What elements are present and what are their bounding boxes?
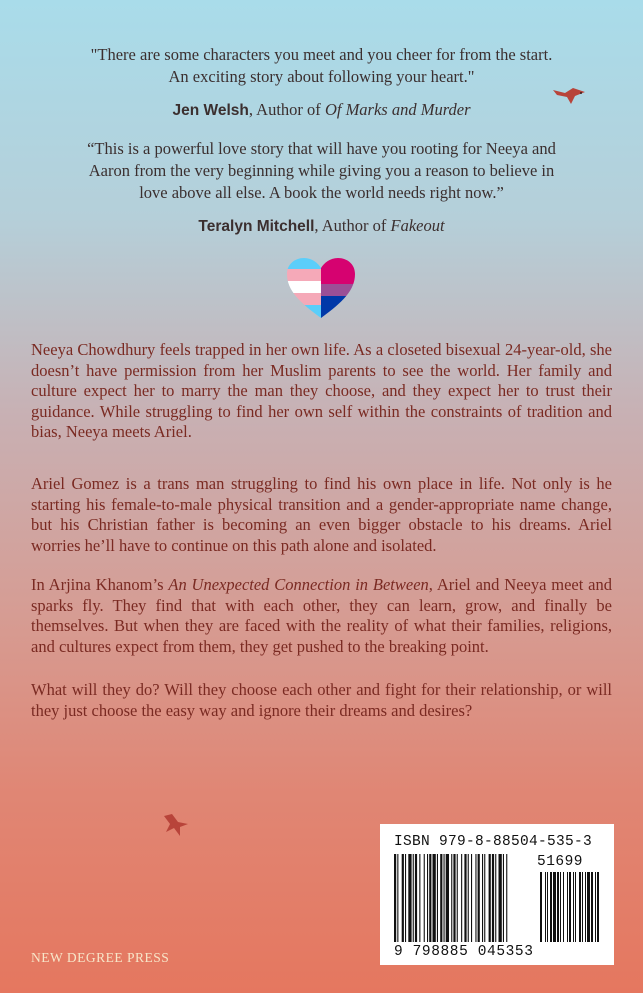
quote-1-line-1: "There are some characters you meet and you cheer for from the start.	[90, 45, 553, 64]
price-code: 51699	[537, 854, 584, 870]
quote-1-author-of: , Author of	[248, 100, 325, 119]
quote-2-attribution	[30, 216, 613, 236]
ean-digits: 9 798885 045353	[394, 944, 534, 960]
quote-1	[30, 44, 613, 88]
quote-1-author: Jen Welsh	[172, 102, 249, 119]
blurb-paragraph-1: Neeya Chowdhury feels trapped in her own life. As a closeted bisexual 24-year-old, she doesn’t have permission from her Muslim parents to see the world. Her family and culture expect her to marry the man they choose, and they expect her to trust their guidance. While struggling to find her own self within the constraints of tradition and bias, Neeya meets Ariel.	[31, 340, 612, 441]
blurb-paragraph-3	[31, 575, 612, 657]
blurb-paragraph-2: Ariel Gomez is a trans man struggling to find his own place in life. Not only is he starting his female-to-male physical transition and a gender-appropriate name change, but his Christian father is becoming an even bigger obstacle to his dreams. Ariel worries he’ll have to continue on this path alone and isolated.	[31, 474, 612, 555]
quote-2-line-1: “This is a powerful love story that will have you rooting for Neeya and	[87, 139, 556, 158]
barcode	[380, 824, 614, 965]
heart-icon	[285, 256, 357, 320]
bird-icon	[160, 812, 190, 840]
blurb-paragraph-3-start: In Arjina Khanom’s	[31, 575, 169, 594]
isbn-number: ISBN 979-8-88504-535-3	[394, 834, 593, 850]
quote-2-line-3: love above all else. A book the world needs right now.”	[139, 183, 504, 202]
quote-1-line-2: An exciting story about following your heart."	[168, 67, 475, 86]
blurb-paragraph-4: What will they do? Will they choose each other and fight for their relationship, or will they just choose the easy way and ignore their dreams and desires?	[31, 680, 612, 720]
blurb-paragraph-3-rest: , Ariel and Neeya meet and sparks fly. They find that with each other, they can learn, grow, and finally be themselves. But when they are faced with the reality of what their families, religions, and cultures expect from them, they get pushed to the breaking point.	[31, 575, 612, 656]
quote-2-line-2: Aaron from the very beginning while giving you a reason to believe in	[88, 161, 555, 180]
quote-2-author-of: , Author of	[314, 216, 391, 235]
publisher-name: NEW DEGREE PRESS	[31, 950, 170, 965]
book-title: An Unexpected Connection in Between	[168, 575, 429, 594]
quote-1-attribution	[30, 100, 613, 120]
quote-1-book: Of Marks and Murder	[324, 100, 471, 119]
quote-2-book: Fakeout	[390, 216, 445, 235]
quote-2	[30, 138, 613, 204]
barcode-bars	[394, 854, 602, 944]
quote-2-author: Teralyn Mitchell	[198, 218, 315, 235]
